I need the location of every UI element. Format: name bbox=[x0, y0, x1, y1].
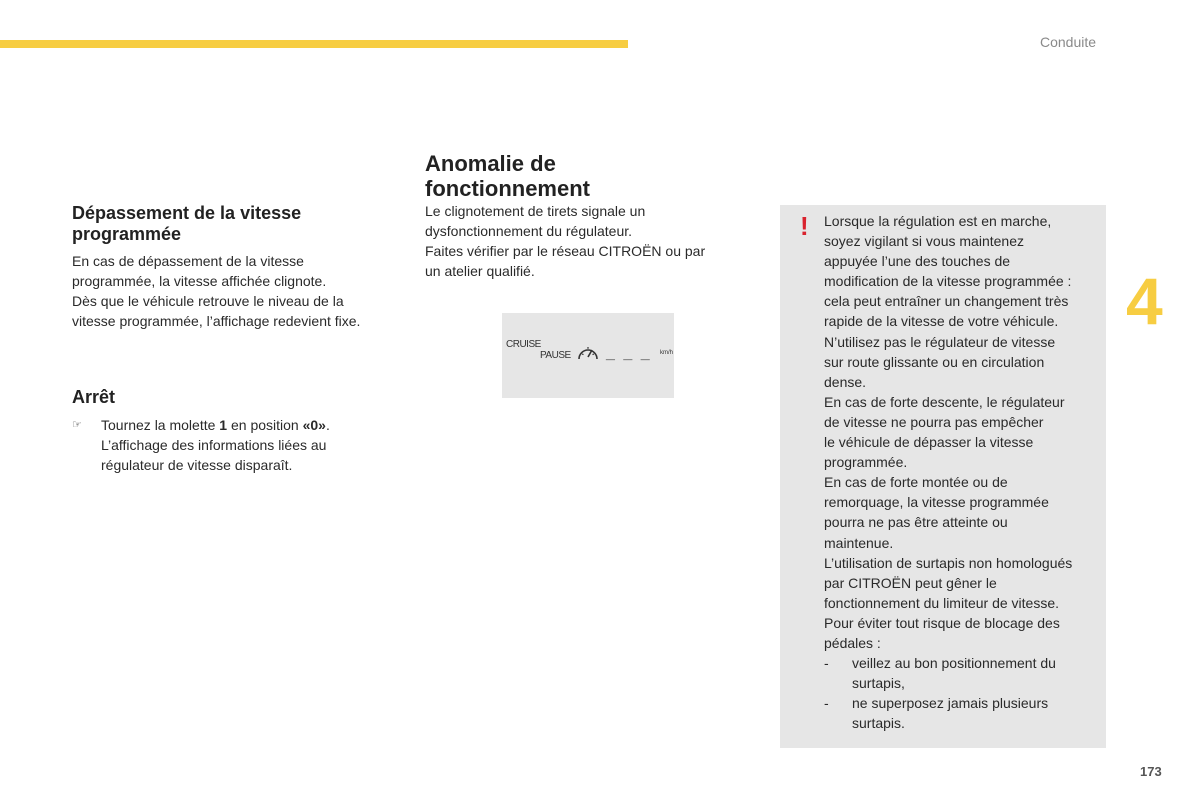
text-fragment: en position bbox=[227, 417, 303, 433]
text-line: Lorsque la régulation est en marche, bbox=[824, 213, 1052, 229]
list-dash: - bbox=[824, 695, 829, 712]
text-line: le véhicule de dépasser la vitesse bbox=[824, 434, 1034, 451]
text-line: Faites vérifier par le réseau CITROËN ou par bbox=[425, 243, 706, 259]
text-line: dysfonctionnement du régulateur. bbox=[425, 223, 633, 239]
list-dash: - bbox=[824, 655, 829, 672]
page-number: 173 bbox=[1140, 764, 1162, 779]
text-line: L’utilisation de surtapis non homologués bbox=[824, 554, 1073, 571]
list-item bbox=[824, 653, 1102, 693]
paragraph-anomalie bbox=[425, 201, 745, 281]
heading-anomalie bbox=[425, 151, 725, 201]
section-label: Conduite bbox=[1040, 34, 1097, 50]
text-line: fonctionnement du limiteur de vitesse. bbox=[824, 594, 1060, 611]
text-line: pédales : bbox=[824, 634, 881, 651]
warning-icon: ! bbox=[800, 211, 809, 241]
text-line: En cas de forte montée ou de bbox=[824, 474, 1008, 491]
text-line: surtapis, bbox=[852, 675, 905, 692]
text-line: surtapis. bbox=[852, 715, 905, 732]
text-line: un atelier qualifié. bbox=[425, 263, 535, 279]
text-line: par CITROËN peut gêner le bbox=[824, 574, 997, 591]
text-fragment: Tournez la molette bbox=[101, 417, 220, 433]
warning-box bbox=[780, 205, 1106, 748]
text-line: Dès que le véhicule retrouve le niveau de la bbox=[72, 293, 344, 309]
text-line: soyez vigilant si vous maintenez bbox=[824, 233, 1024, 250]
warning-list bbox=[824, 653, 1102, 733]
text-line: programmée. bbox=[824, 454, 908, 471]
text-line: pourra ne pas être atteinte ou bbox=[824, 514, 1008, 531]
text-line: programmée, la vitesse affichée clignote. bbox=[72, 273, 327, 289]
chapter-number: 4 bbox=[1126, 264, 1163, 338]
cruise-display-illustration bbox=[502, 313, 674, 398]
text-line: régulateur de vitesse disparaît. bbox=[101, 457, 293, 473]
text-line: Le clignotement de tirets signale un bbox=[425, 203, 646, 219]
text-line: L’affichage des informations liées au bbox=[101, 437, 327, 453]
text-line: maintenue. bbox=[824, 534, 894, 551]
speedometer-icon bbox=[576, 342, 600, 366]
speed-unit: km/h bbox=[660, 350, 674, 356]
heading-line: Anomalie de bbox=[425, 151, 556, 176]
text-line: Pour éviter tout risque de blocage des bbox=[824, 614, 1060, 631]
text-line: sur route glissante ou en circulation bbox=[824, 353, 1045, 370]
text-line: remorquage, la vitesse programmée bbox=[824, 494, 1049, 511]
bullet-text bbox=[101, 415, 391, 475]
text-line: appuyée l’une des touches de bbox=[824, 253, 1011, 270]
heading-line: fonctionnement bbox=[425, 176, 590, 201]
text-line: veillez au bon positionnement du bbox=[852, 655, 1056, 672]
text-line: dense. bbox=[824, 373, 867, 390]
paragraph-depassement bbox=[72, 251, 402, 331]
pause-label: PAUSE bbox=[540, 350, 571, 361]
cruise-label: CRUISE bbox=[506, 339, 541, 350]
warning-text bbox=[824, 211, 1102, 733]
text-line: modification de la vitesse programmée : bbox=[824, 273, 1072, 290]
text-line: En cas de forte descente, le régulateur bbox=[824, 393, 1065, 410]
text-bold: 1 bbox=[219, 417, 228, 433]
text-line: vitesse programmée, l’affichage redevient fixe. bbox=[72, 313, 361, 329]
heading-line: programmée bbox=[72, 224, 182, 244]
text-line: ne superposez jamais plusieurs bbox=[852, 695, 1049, 712]
text-line: de vitesse ne pourra pas empêcher bbox=[824, 413, 1044, 430]
text-line: En cas de dépassement de la vitesse bbox=[72, 253, 304, 269]
text-line: N’utilisez pas le régulateur de vitesse bbox=[824, 333, 1056, 350]
list-item bbox=[824, 693, 1102, 733]
text-fragment: . bbox=[325, 417, 330, 433]
text-line: rapide de la vitesse de votre véhicule. bbox=[824, 313, 1059, 330]
pointing-hand-icon: ☞ bbox=[72, 419, 82, 431]
heading-arret: Arrêt bbox=[72, 387, 116, 407]
text-line bbox=[101, 415, 391, 435]
text-bold: «0» bbox=[302, 417, 326, 433]
text-line: cela peut entraîner un changement très bbox=[824, 293, 1069, 310]
heading-line: Dépassement de la vitesse bbox=[72, 203, 302, 223]
header-accent-bar bbox=[0, 40, 628, 48]
blinking-dashes: _ _ _ bbox=[606, 345, 652, 362]
heading-depassement bbox=[72, 203, 372, 245]
